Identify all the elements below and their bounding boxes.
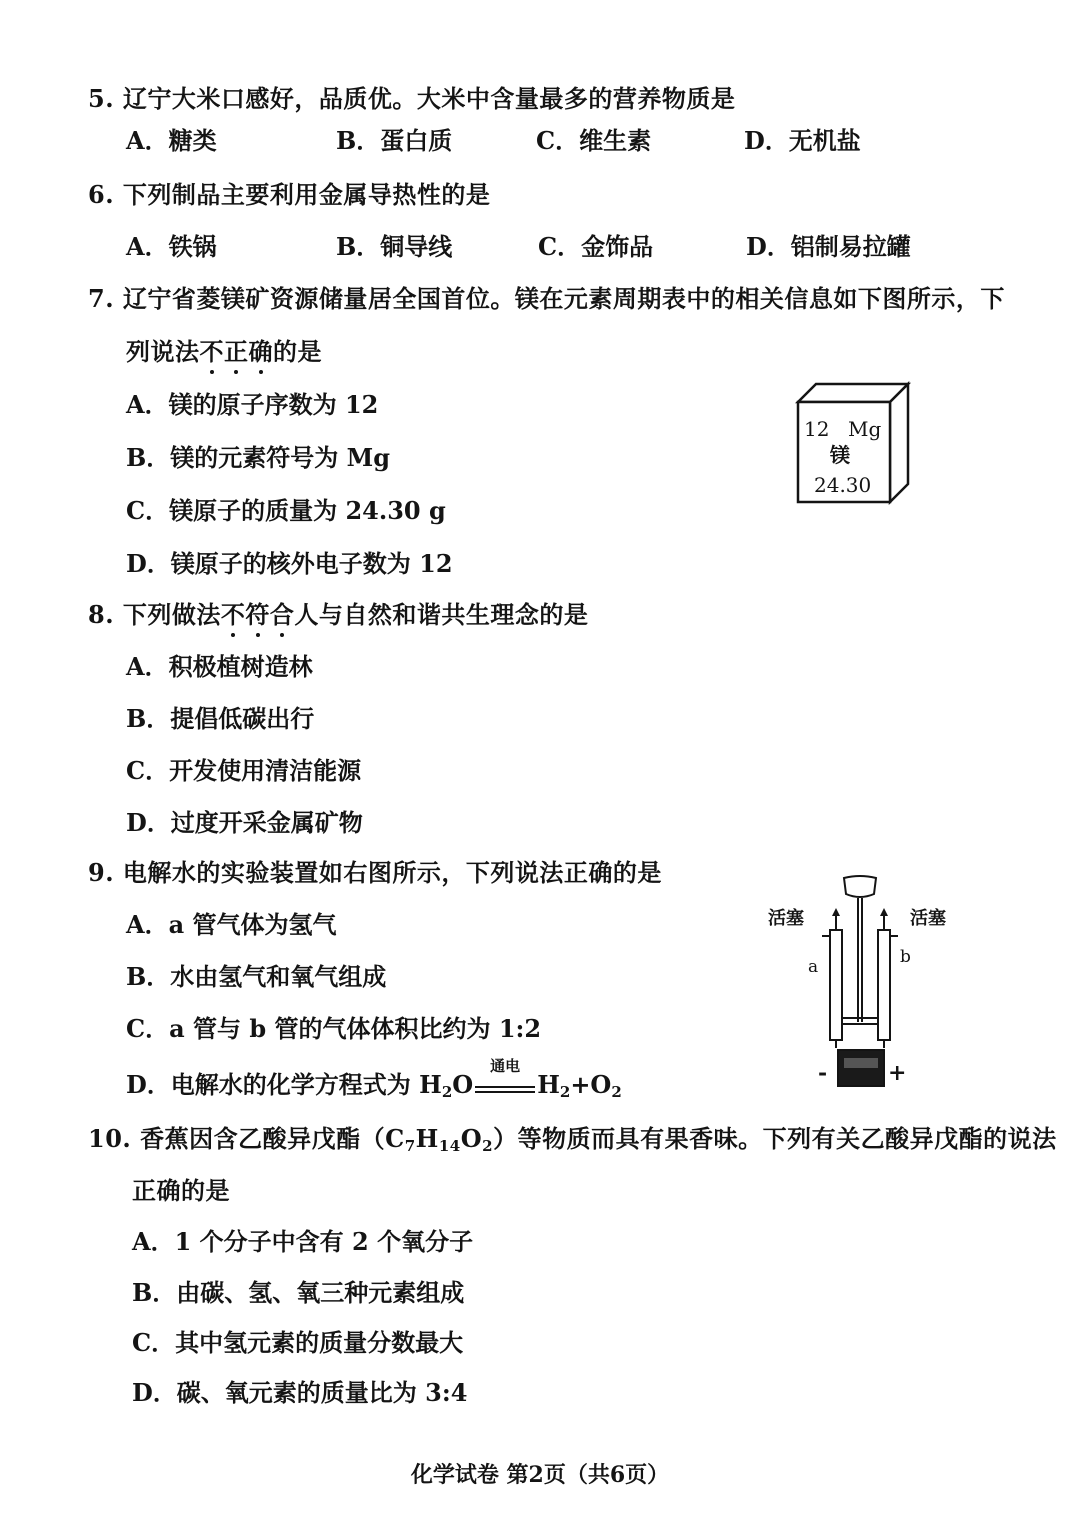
q8-option-b: B．提倡低碳出行 xyxy=(126,704,315,733)
q8-option-c: C．开发使用清洁能源 xyxy=(126,756,362,785)
page-footer: 化学试卷 第2页（共6页） xyxy=(410,1462,670,1488)
q5-option-c: C．维生素 xyxy=(536,126,652,155)
equals-sign xyxy=(475,1086,535,1093)
q10-option-a: A．1 个分子中含有 2 个氧分子 xyxy=(132,1227,474,1256)
magnesium-element-card xyxy=(790,378,920,508)
element-name: 镁 xyxy=(830,443,850,467)
q9-option-b: B．水由氢气和氧气组成 xyxy=(126,962,387,991)
question-5-stem: 5. 辽宁大米口感好，品质优。大米中含量最多的营养物质是 xyxy=(88,84,736,113)
question-8-stem: 8. 下列做法不符合人与自然和谐共生理念的是 xyxy=(88,600,589,629)
q7-option-a: A．镁的原子序数为 12 xyxy=(126,390,379,419)
stopcock-left-icon xyxy=(832,908,840,916)
question-9-stem: 9. 电解水的实验装置如右图所示，下列说法正确的是 xyxy=(88,858,662,887)
tube-b xyxy=(878,930,890,1040)
q6-option-b: B．铜导线 xyxy=(336,232,453,261)
question-5-text: 辽宁大米口感好，品质优。大米中含量最多的营养物质是 xyxy=(122,84,736,113)
question-10-stem-line2: 正确的是 xyxy=(132,1176,230,1205)
q5-option-d: D．无机盐 xyxy=(744,126,861,155)
q8-option-d: D．过度开采金属矿物 xyxy=(126,808,363,837)
reaction-arrow xyxy=(475,1057,535,1093)
question-7-stem-line2: 列说法不正确的是 xyxy=(126,337,322,366)
atomic-mass: 24.30 xyxy=(814,473,872,497)
q5-option-a: A．糖类 xyxy=(126,126,217,155)
question-6-stem: 6. 下列制品主要利用金属导热性的是 xyxy=(88,180,491,209)
question-6-text: 下列制品主要利用金属导热性的是 xyxy=(122,180,491,209)
funnel-icon xyxy=(844,876,876,897)
tube-a-label: a xyxy=(808,957,819,977)
electrolysis-apparatus-figure xyxy=(760,872,960,1094)
question-7-stem-line1: 7. 辽宁省菱镁矿资源储量居全国首位。镁在元素周期表中的相关信息如下图所示，下 xyxy=(88,284,1005,313)
q10-option-b: B．由碳、氢、氧三种元素组成 xyxy=(132,1278,465,1307)
question-9-text: 电解水的实验装置如右图所示，下列说法正确的是 xyxy=(122,858,662,887)
q9-option-a: A．a 管气体为氢气 xyxy=(126,910,337,939)
stopcock-left-label: 活塞 xyxy=(768,908,804,929)
q10-option-c: C．其中氢元素的质量分数最大 xyxy=(132,1328,464,1357)
q6-option-c: C．金饰品 xyxy=(538,232,654,261)
positive-terminal-label: + xyxy=(888,1060,907,1086)
q10-option-d: D．碳、氧元素的质量比为 3:4 xyxy=(132,1378,468,1407)
condition-label: 通电 xyxy=(490,1057,521,1075)
stopcock-right-label: 活塞 xyxy=(910,908,946,929)
card-side-face xyxy=(890,384,908,502)
negative-terminal-label: - xyxy=(818,1060,828,1086)
q9-option-c: C．a 管与 b 管的气体体积比约为 1:2 xyxy=(126,1014,542,1043)
q7-option-d: D．镁原子的核外电子数为 12 xyxy=(126,549,453,578)
q5-option-b: B．蛋白质 xyxy=(336,126,453,155)
question-10-stem-line1: 10. 香蕉因含乙酸异戊酯$(C_7H_{14}O_2)$等物质而具有果香味。下列有关乙酸异戊酯的说法 xyxy=(88,1124,1057,1155)
q7-option-c: C．镁原子的质量为 24.30 g xyxy=(126,496,446,525)
atomic-number: 12 xyxy=(804,417,830,441)
stopcock-right-icon xyxy=(880,908,888,916)
q9-option-d: D．电解水的化学方程式为 $H_2O$ 通电 $H_2+O_2$ xyxy=(126,1057,622,1101)
q6-option-d: D．铝制易拉罐 xyxy=(746,232,911,261)
q7-option-b: B．镁的元素符号为 Mg xyxy=(126,443,390,472)
q6-option-a: A．铁锅 xyxy=(126,232,217,261)
tube-a xyxy=(830,930,842,1040)
element-symbol: Mg xyxy=(848,417,882,441)
tube-b-label: b xyxy=(900,947,911,967)
q8-option-a: A．积极植树造林 xyxy=(126,652,313,681)
